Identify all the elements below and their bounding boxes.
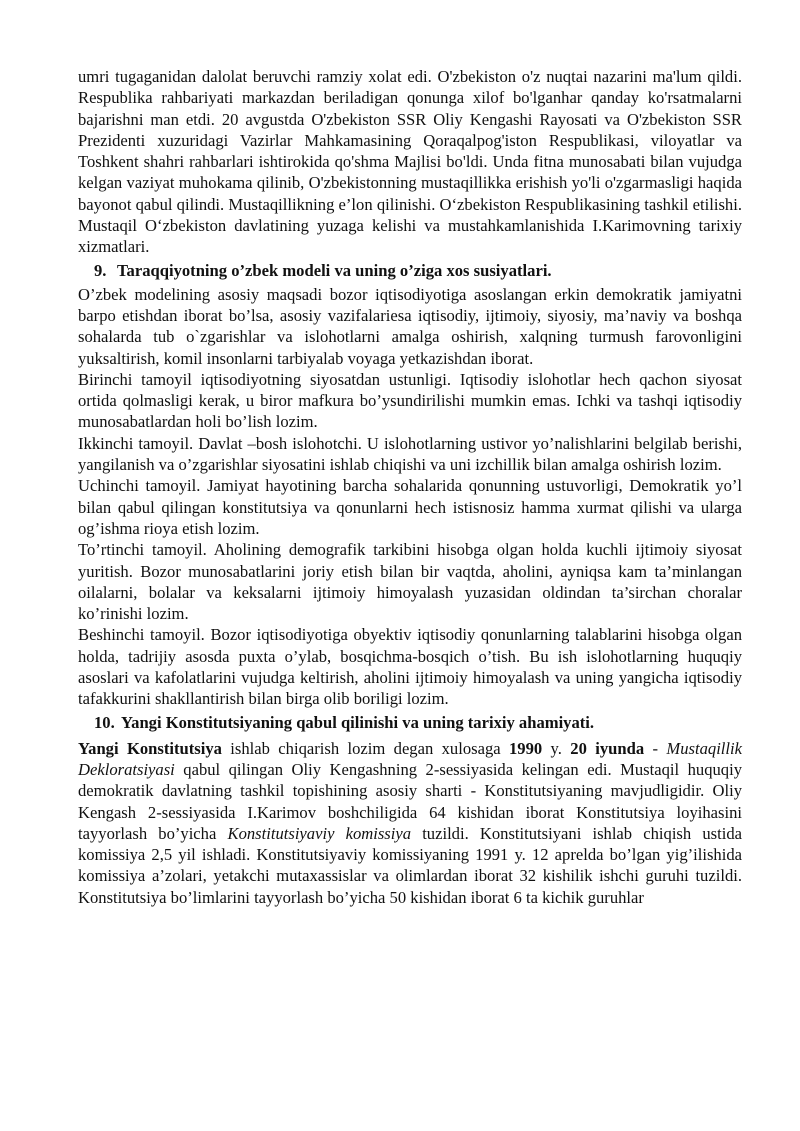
intro-paragraph: umri tugaganidan dalolat beruvchi ramziy xolat edi. O'zbekiston o'z nuqtai nazarini ma'lum qildi. Respublika rahbariyati markazdan beriladigan qonunga xilof bo'lganhar qanday ko'rsatmalarni bajarishni man etdi. 20 avgustda O'zbekiston SSR Oliy Kengashi Rayosati va O'zbekiston SSR Prezidenti xuzuridagi Vazirlar Mahkamasining Qoraqalpog'iston Respublikasi, viloyatlar va Toshkent shahri rahbarlari ishtirokida qo'shma Majlisi bo'ldi. Unda fitna munosabati bilan vujudga kelgan vaziyat muhokama qilinib, O'zbekistonning mustaqillikka erishish yo'li o'zgarmasligi haqida bayonot qabul qilindi. Mustaqillikning e’lon qilinishi. O‘zbekiston Respublikasining tashkil etilishi. Mustaqil O‘zbekiston davlatining yuzaga kelishi va mustahkamlanishida I.Karimovning tarixiy xizmatlari.	[78, 67, 742, 257]
date-20-june: 20 iyunda	[570, 738, 645, 758]
section-9-paragraph-4: Uchinchi tamoyil. Jamiyat hayotining barcha sohalarida qonunning ustuvorligi, Demokratik yo’l bilan qabul qilingan konstitutsiya va qonunlarni hech istisnosiz hamma xurmat qilishi va ularga og’ishma rioya etish lozim.	[78, 476, 742, 538]
section-10-title: Yangi Konstitutsiyaning qabul qilinishi va uning tarixiy ahamiyati.	[121, 712, 595, 732]
constitutional-commission: Konstitutsiyaviy komissiya	[227, 823, 412, 843]
section-9-paragraph-2: Birinchi tamoyil iqtisodiyotning siyosatdan ustunligi. Iqtisodiy islohotlar hech qachon siyosat ortida qolmasligi kerak, u biror mafkura bo’ysundirilishi mumkin emas. Ichki va tashqi iqtisodiy munosabatlardan holi bo’lish lozim.	[78, 369, 742, 432]
section-10-heading	[78, 710, 742, 736]
section-9-paragraph-5: To’rtinchi tamoyil. Aholining demografik tarkibini hisobga olgan holda kuchli ijtimoiy siyosat yuritish. Bozor munosabatlarini joriy etish bilan bir vaqtda, aholini, ayniqsa kam ta’minlangan oilalarni, bolalar va keksalarni ijtimoiy himoyalash yuzasidan oldindan ta’sirchan choralar ko’rinishi lozim.	[78, 540, 742, 624]
section-9-heading	[78, 258, 742, 284]
section-10-text-2: y.	[542, 738, 571, 758]
section-10-paragraph	[78, 738, 742, 908]
independence-declaration: Mustaqillik Dekloratsiyasi	[78, 738, 742, 779]
section-9-paragraph-6: Beshinchi tamoyil. Bozor iqtisodiyotiga obyektiv iqtisodiy qonunlarning talablarini hisobga olgan holda, tadrijiy asosda puxta o’ylab, bosqichma-bosqich o’tish. Bu ish islohotlarning huquqiy asoslari va kafolatlarini vujudga keltirish, aholini ijtimoiy himoyalash va uning yangicha iqtisodiy tafakkurini shakllantirish bilan birga olib boriligi lozim.	[78, 625, 742, 709]
section-10-text-4: qabul qilingan Oliy Kengashning 2-sessiyasida kelingan edi. Mustaqil huquqiy demokratik davlatning tashkil topishining asosiy sharti - Konstitutsiyaning mavjudligidir. Oliy Kengash 2-sessiyasida I.Karimov boshchiligida 64 kishidan iborat Konstitutsiya loyihasini tayyorlash bo’yicha	[78, 759, 742, 843]
section-9-title: Taraqqiyotning o’zbek modeli va uning o’ziga xos susiyatlari.	[117, 260, 552, 280]
document-page	[78, 66, 742, 908]
section-10-text-3: -	[644, 738, 667, 758]
section-9-paragraph-3: Ikkinchi tamoyil. Davlat –bosh islohotchi. U islohotlarning ustivor yo’nalishlarini belgilab berishi, yangilanish va o’zgarishlar siyosatini ishlab chiqishi va uni izchillik bilan amalga oshirish lozim.	[78, 433, 742, 475]
constitution-term: Yangi Konstitutsiya	[78, 738, 222, 758]
section-10-number: 10.	[94, 712, 115, 732]
section-9-paragraph-1: O’zbek modelining asosiy maqsadi bozor iqtisodiyotiga asoslangan erkin demokratik jamiyatni barpo etishdan iborat bo’lsa, asosiy vazifalariesa iqtisodiy, ijtimoiy, siyosiy, ma’naviy va boshqa sohalarda tub o`zgarishlar va islohotlarni amalga oshirish, xalqning turmush farovonligini yuksaltirish, komil insonlarni tarbiyalab voyaga yetkazishdan iborat.	[78, 284, 742, 368]
section-10-text-5: tuzildi. Konstitutsiyani ishlab chiqish ustida komissiya 2,5 yil ishladi. Konstitutsiyaviy komissiyaning 1991 y. 12 aprelda bo’lgan yig’ilishida komissiya a’zolari, yetakchi mutaxassislar va olimlardan iborat 32 kishilik ishchi guruhi tuzildi. Konstitutsiya bo’limlarini tayyorlash bo’yicha 50 kishidan iborat 6 ta kichik guruhlar	[78, 823, 742, 907]
section-10-text-1: ishlab chiqarish lozim degan xulosaga	[221, 738, 509, 758]
section-9-number: 9.	[94, 260, 107, 280]
year-1990: 1990	[508, 738, 543, 758]
